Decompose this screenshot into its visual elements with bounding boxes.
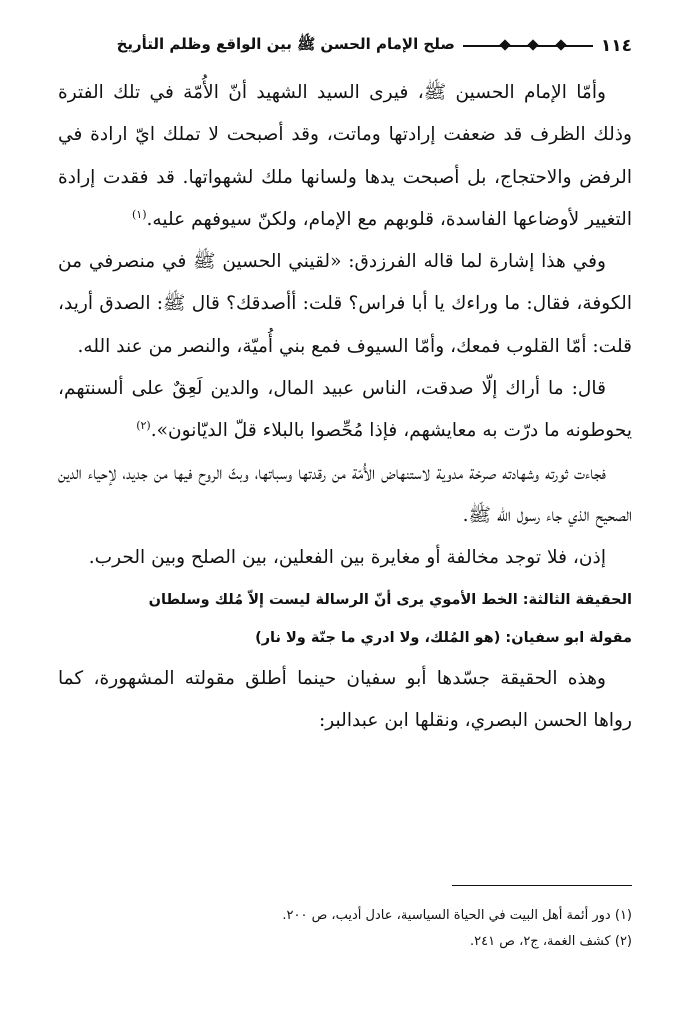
paragraph-1-text: وأمّا الإمام الحسين ﷺ، فيرى السيد الشهيد أنّ الأُمّة في تلك الفترة وذلك الظرف قد ضعفت إرادتها وماتت، وقد أصبحت لا تملك ايّ ارادة في الرفض والاحتجاج، بل أصبحت يدها ولسانها ملك لشهواتها. قد فقدت إرادة التغيير لأوضاعها الفاسدة، قلوبهم مع الإمام، ولكنّ سيوفهم عليه. [58, 82, 632, 230]
footnote-1: (١) دور أئمة أهل البيت في الحياة السياسية، عادل أديب، ص ٢٠٠. [282, 908, 632, 923]
paragraph-1 [58, 72, 632, 241]
main-text [58, 72, 632, 742]
footnote-2: (٢) كشف الغمة، ج٢، ص ٢٤١. [470, 934, 632, 949]
paragraph-4: فجاءت ثورته وشهادته صرخة مدوية لاستنهاض الأُمّة من رقدتها وسباتها، وبثّ الروح فيها من جديد، لإحياء الدين الصحيح الذي جاء رسول الله ﷺ. [58, 462, 632, 526]
footnote-ref-2: (٢) [136, 419, 151, 433]
sub-heading: مقولة ابو سفيان: (هو المُلك، ولا ادري ما جنّة ولا نار) [255, 629, 632, 646]
page-header [58, 34, 632, 58]
ornament-diamond [527, 39, 538, 50]
ornament-diamond [499, 39, 510, 50]
paragraph-2: وفي هذا إشارة لما قاله الفرزدق: «لقيني الحسين ﷺ في منصرفي من الكوفة، فقال: ما وراءك يا أبا فراس؟ قلت: أأصدقك؟ قال ﷺ: الصدق أريد، قلت: أمّا القلوب فمعك، وأمّا السيوف فمع بني أُميّة، والنصر من عند الله. [58, 251, 632, 357]
paragraph-3 [58, 368, 632, 453]
page-number: ١١٤ [600, 36, 632, 56]
ornament-diamond [555, 39, 566, 50]
paragraph-5: إذن، فلا توجد مخالفة أو مغايرة بين الفعلين، بين الصلح وبين الحرب. [88, 547, 606, 569]
footnote-divider [452, 885, 632, 886]
paragraph-3-text: قال: ما أراك إلّا صدقت، الناس عبيد المال، والدين لَعِقٌ على ألسنتهم، يحوطونه ما درّت به معايشهم، فإذا مُحِّصوا بالبلاء قلّ الديّانون». [58, 378, 632, 442]
section-heading: الحقيقة الثالثة: الخط الأموي يرى أنّ الرسالة ليست إلاّ مُلك وسلطان [148, 591, 632, 608]
footnote-ref-1: (١) [131, 207, 147, 221]
paragraph-6: وهذه الحقيقة جسّدها أبو سفيان حينما أطلق مقولته المشهورة، كما رواها الحسن البصري، ونقلها ابن عبدالبر: [58, 667, 632, 731]
header-ornament [463, 40, 593, 52]
footnotes [58, 903, 632, 955]
running-title: صلح الإمام الحسن ﷺ بين الواقع وظلم التأريخ [116, 35, 455, 53]
